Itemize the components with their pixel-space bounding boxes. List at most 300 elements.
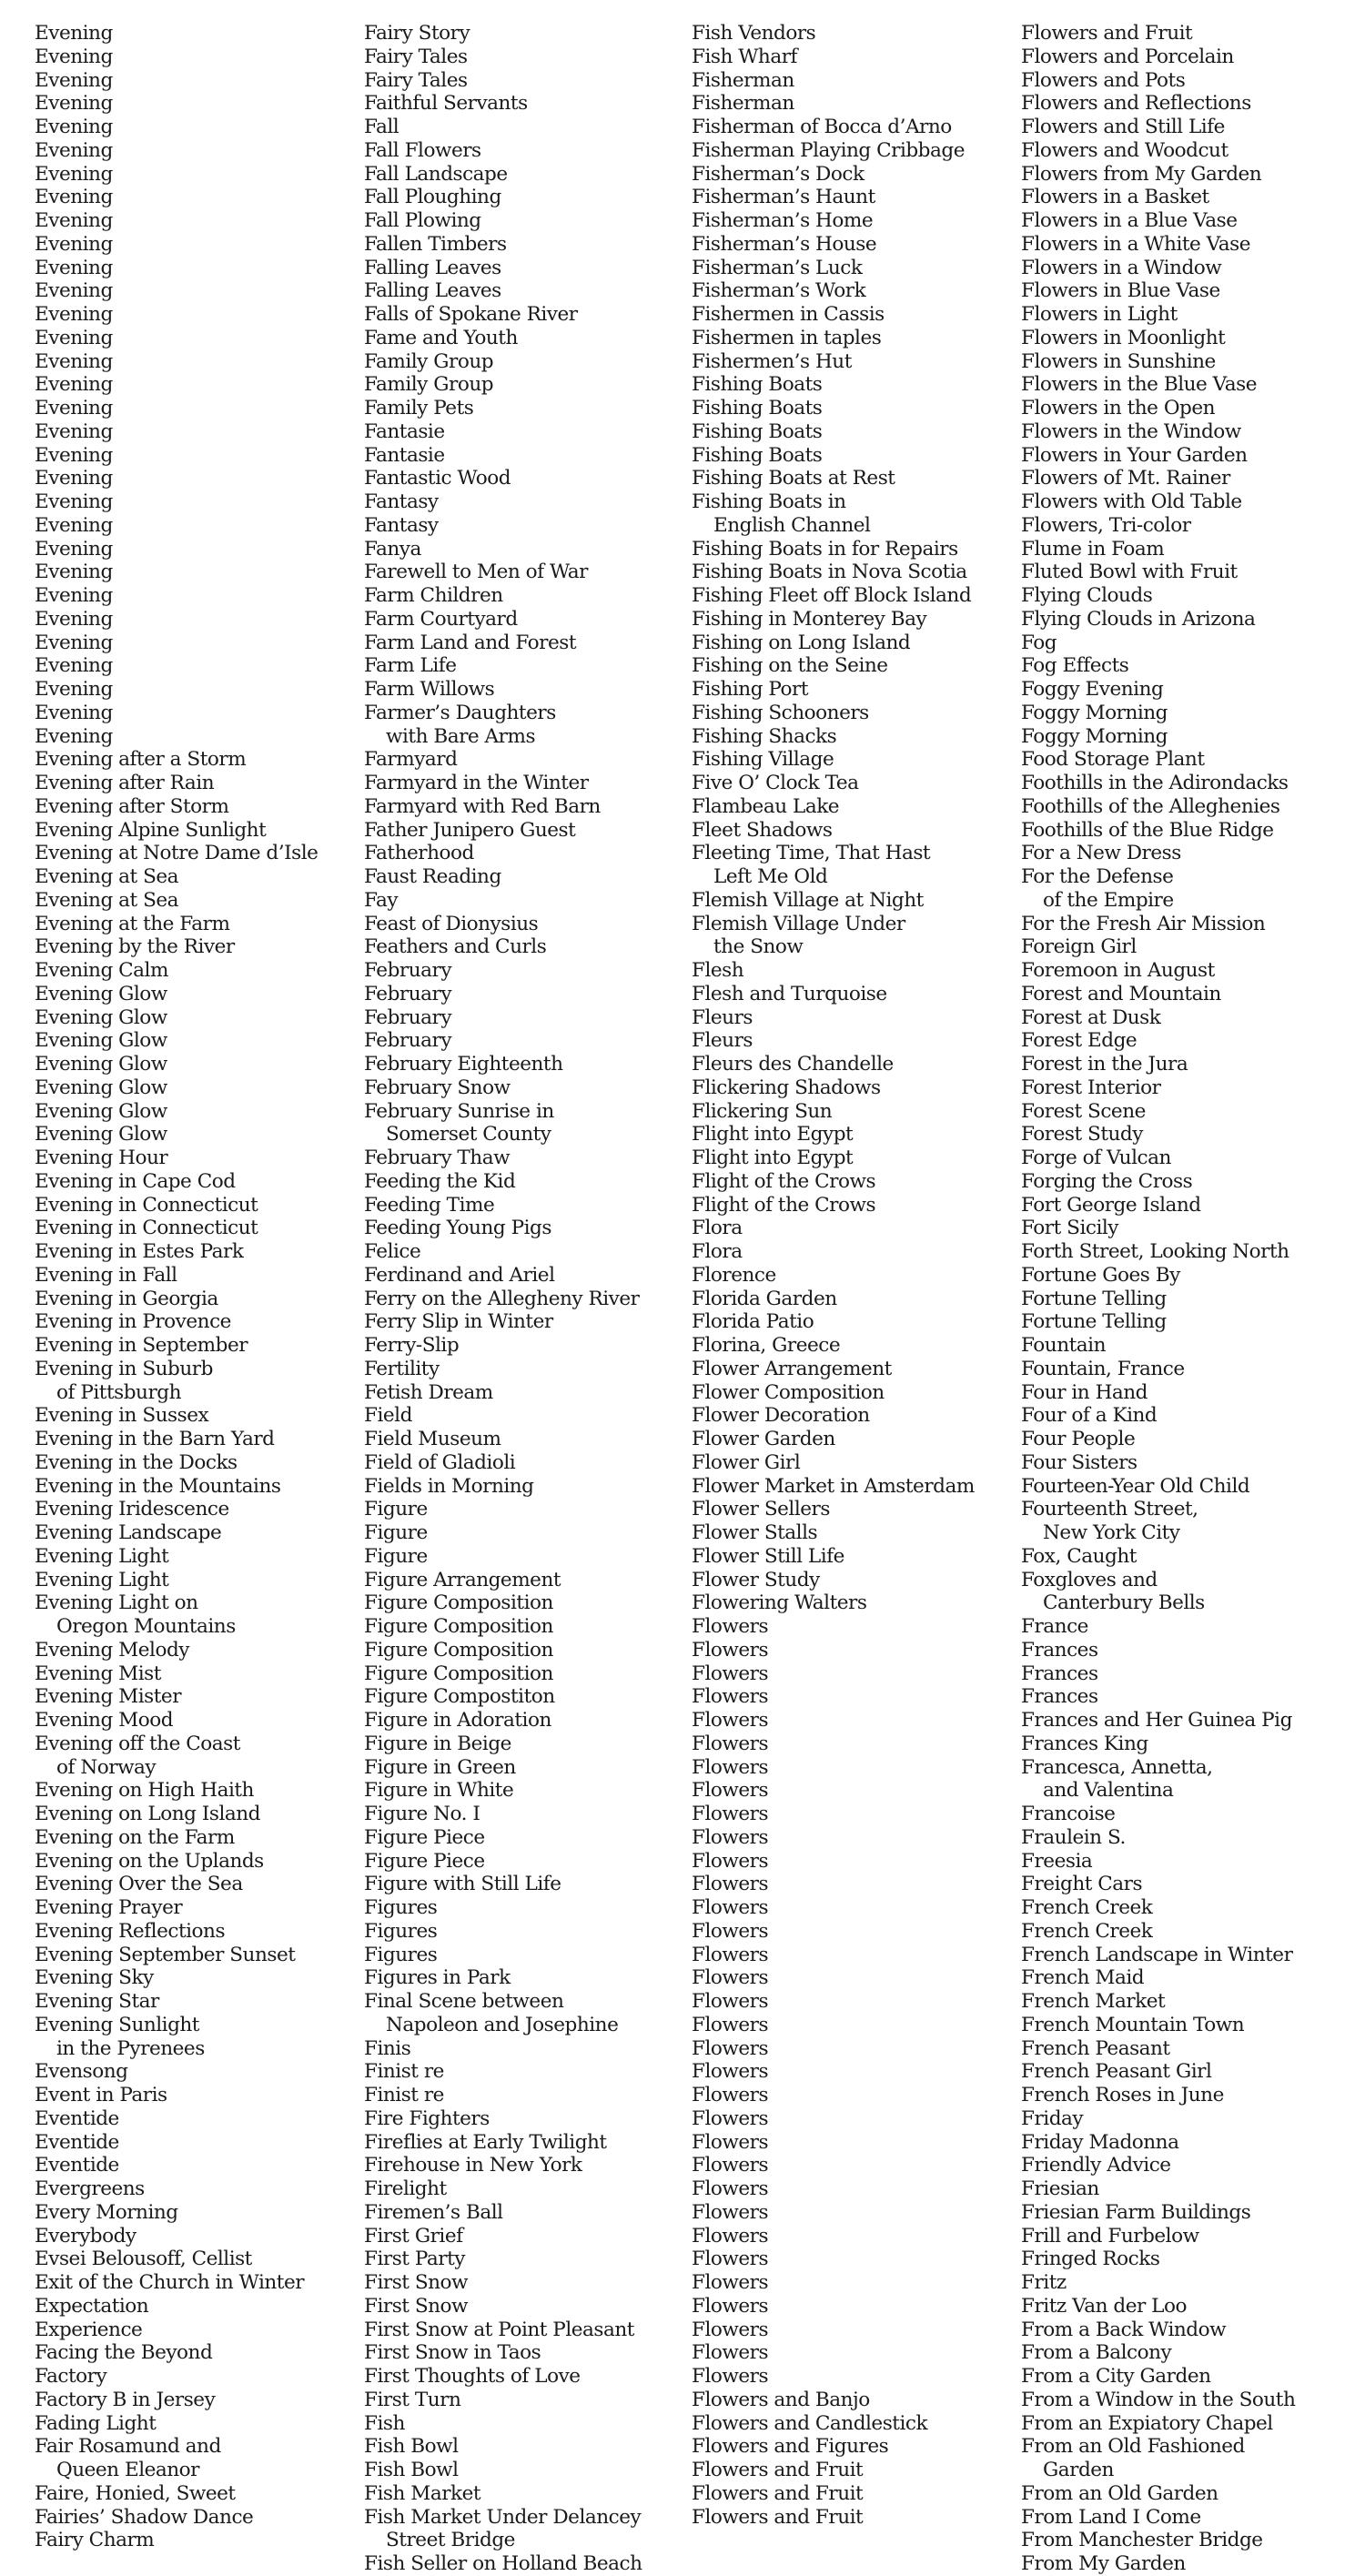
title-entry: Fall Ploughing (364, 186, 501, 209)
title-entry-continuation: of Pittsburgh (56, 1380, 182, 1404)
title-entry: Firehouse in New York (364, 2154, 582, 2177)
title-entry: Fantasy (364, 490, 439, 513)
title-entry: Fish (364, 2411, 405, 2435)
title-entry: Evening (35, 584, 113, 607)
title-entry: Flower Market in Amsterdam (692, 1474, 975, 1498)
title-entry: Fraulein S. (1021, 1825, 1126, 1849)
title-entry: Fertility (364, 1357, 440, 1380)
title-entry: Fleeting Time, That Hast (692, 842, 931, 865)
title-entry: Evsei Belousoff, Cellist (35, 2248, 252, 2271)
title-entry: Fishing Fleet off Block Island (692, 584, 972, 607)
title-entry: Flowers and Porcelain (1021, 45, 1234, 68)
title-entry: Fishing Shacks (692, 724, 837, 748)
title-entry: February (364, 1029, 452, 1053)
title-entry: Flowers (692, 2200, 769, 2224)
title-entry: Event in Paris (35, 2084, 167, 2106)
title-entry: Field of Gladioli (364, 1450, 516, 1474)
title-entry: Figure in Beige (364, 1732, 511, 1755)
title-entry: Evening (35, 162, 113, 186)
title-entry: First Party (364, 2248, 465, 2271)
title-entry: Foothills of the Alleghenies (1021, 794, 1280, 818)
title-entry: Friday Madonna (1021, 2130, 1179, 2154)
title-entry: Foremoon in August (1021, 959, 1215, 982)
title-entry: Family Group (364, 373, 494, 397)
title-entry: Fantasie (364, 419, 445, 443)
title-entry: Flower Study (692, 1568, 820, 1591)
title-entry: Flower Arrangement (692, 1357, 892, 1380)
title-entry: Fairy Tales (364, 45, 468, 68)
title-entry: Evening on the Uplands (35, 1849, 264, 1873)
title-entry: February Snow (364, 1076, 511, 1099)
title-entry: Flower Garden (692, 1428, 835, 1450)
title-entry: Evening Star (35, 1990, 159, 2013)
title-entry: February (364, 1005, 452, 1029)
title-entry: Flowers (692, 1755, 769, 1779)
title-entry: Forest in the Jura (1021, 1053, 1188, 1076)
title-entry: Figure Composition (364, 1591, 553, 1615)
title-entry: Flowers (692, 1803, 769, 1825)
title-entry: Flowers in a Blue Vase (1021, 209, 1238, 232)
title-column-2 (364, 22, 692, 2576)
title-entry: Fish Bowl (364, 2459, 459, 2481)
title-entry: Every Morning (35, 2200, 178, 2224)
title-entry: Evening Light on (35, 1591, 198, 1615)
title-entry: Foggy Evening (1021, 678, 1164, 701)
title-entry: Figure Piece (364, 1849, 485, 1873)
title-entry: Figures in Park (364, 1966, 511, 1990)
title-entry: Evening Glow (35, 1053, 167, 1076)
title-entry: Evening Reflections (35, 1919, 226, 1943)
title-entry: Fisherman Playing Cribbage (692, 138, 965, 162)
title-entry: Evening in Suburb (35, 1357, 213, 1380)
title-entry: Farm Courtyard (364, 607, 518, 631)
title-entry: First Snow (364, 2271, 469, 2294)
title-entry: Frances (1021, 1662, 1098, 1685)
title-entry: Fall Landscape (364, 162, 508, 186)
title-entry: Fire Fighters (364, 2106, 490, 2130)
title-entry: For a New Dress (1021, 842, 1181, 865)
title-entry: For the Fresh Air Mission (1021, 912, 1266, 935)
title-entry: Flowers (692, 1849, 769, 1873)
title-entry: Evening (35, 490, 113, 513)
title-entry: Flambeau Lake (692, 794, 840, 818)
title-entry: Fisherman’s Home (692, 209, 874, 232)
title-entry: Evening at Sea (35, 865, 179, 888)
title-entry-continuation: in the Pyrenees (56, 2036, 205, 2060)
title-entry: Evening (35, 326, 113, 349)
title-entry: Fay (364, 888, 399, 912)
title-entry: Flower Sellers (692, 1498, 830, 1521)
title-entry: Frances (1021, 1685, 1098, 1709)
title-entry: From a Window in the South (1021, 2388, 1296, 2411)
title-entry: Figure Composition (364, 1615, 553, 1638)
title-entry: Falling Leaves (364, 279, 501, 303)
title-entry: Foothills of the Blue Ridge (1021, 818, 1274, 842)
title-entry: Flowers (692, 1638, 769, 1662)
title-entry: Fortune Goes By (1021, 1263, 1180, 1287)
title-entry: Foggy Morning (1021, 701, 1168, 724)
title-entry: Flora (692, 1217, 743, 1240)
title-entry: Fishing Port (692, 678, 809, 701)
title-entry: Flowers (692, 2294, 769, 2318)
title-entry: Forging the Cross (1021, 1169, 1193, 1193)
title-entry: Farmyard in the Winter (364, 772, 589, 794)
title-entry: Evening (35, 397, 113, 419)
title-entry: Evening (35, 561, 113, 584)
title-entry: Fountain, France (1021, 1357, 1185, 1380)
title-entry-continuation: with Bare Arms (386, 724, 536, 748)
title-entry: Finist re (364, 2084, 444, 2106)
title-entry: Evening Calm (35, 959, 168, 982)
title-entry: Evening (35, 45, 113, 68)
title-entry: Flowers in a Basket (1021, 186, 1209, 209)
title-entry: Evening (35, 279, 113, 303)
title-entry: Field Museum (364, 1428, 501, 1450)
title-entry: Four in Hand (1021, 1380, 1148, 1404)
title-entry: Fort Sicily (1021, 1217, 1118, 1240)
title-entry: Evening in September (35, 1334, 248, 1357)
title-entry: Flowers (692, 1825, 769, 1849)
title-entry: Final Scene between (364, 1990, 564, 2013)
title-entry: February Eighteenth (364, 1053, 563, 1076)
title-entry: Fishing on Long Island (692, 631, 911, 654)
title-entry: Freesia (1021, 1849, 1093, 1873)
title-entry: Forest Study (1021, 1123, 1143, 1147)
title-entry: Foggy Morning (1021, 724, 1168, 748)
title-entry: Foxgloves and (1021, 1568, 1158, 1591)
title-entry: Evergreens (35, 2177, 145, 2200)
title-entry: Figure in White (364, 1779, 514, 1803)
title-column-4 (1021, 22, 1347, 2576)
title-entry: Flowers (692, 2036, 769, 2060)
title-entry: Flowers in a Window (1021, 256, 1222, 279)
title-entry: Flemish Village at Night (692, 888, 924, 912)
title-entry: Evening (35, 349, 113, 373)
title-entry: Flowers and Banjo (692, 2388, 870, 2411)
title-entry: From a Back Window (1021, 2318, 1227, 2341)
title-entry-continuation: of Norway (56, 1755, 157, 1779)
title-entry: From an Expiatory Chapel (1021, 2411, 1273, 2435)
title-entry: Fantasie (364, 443, 445, 467)
title-entry: From an Old Fashioned (1021, 2435, 1245, 2459)
title-entry: Evening September Sunset (35, 1943, 296, 1966)
title-entry: Flesh (692, 959, 744, 982)
title-entry: Flowers (692, 2177, 769, 2200)
title-column-1 (35, 22, 364, 2552)
title-entry: Evening in Fall (35, 1263, 177, 1287)
title-entry-continuation: and Valentina (1043, 1779, 1174, 1803)
title-entry: Evening Glow (35, 1099, 167, 1123)
title-entry: Francoise (1021, 1803, 1116, 1825)
title-entry: Flowers and Candlestick (692, 2411, 928, 2435)
title-entry: Figure Arrangement (364, 1568, 561, 1591)
title-entry-continuation: Oregon Mountains (56, 1615, 236, 1638)
title-entry: Evening Glow (35, 1076, 167, 1099)
title-entry: Evening (35, 116, 113, 138)
title-entry: Fishermen in taples (692, 326, 882, 349)
title-entry: February (364, 959, 452, 982)
title-entry: Food Storage Plant (1021, 748, 1205, 772)
title-entry: Flickering Sun (692, 1099, 833, 1123)
title-entry: Evening (35, 701, 113, 724)
title-entry: Fort George Island (1021, 1193, 1201, 1217)
title-entry: Eventide (35, 2154, 119, 2177)
title-entry: Evening (35, 678, 113, 701)
title-entry: Evening Hour (35, 1147, 168, 1169)
title-entry: Flowers and Figures (692, 2435, 889, 2459)
title-entry: Flowers in Blue Vase (1021, 279, 1220, 303)
title-entry: Flowers (692, 2341, 769, 2365)
title-entry: Flowers in the Open (1021, 397, 1216, 419)
title-entry: Figure with Still Life (364, 1873, 561, 1896)
title-entry: Evening after Rain (35, 772, 215, 794)
title-entry: From Land I Come (1021, 2505, 1201, 2529)
title-entry: Figure (364, 1498, 428, 1521)
title-entry: Fairy Charm (35, 2529, 155, 2552)
title-entry: Florida Garden (692, 1287, 837, 1310)
title-entry: Evening (35, 68, 113, 92)
title-entry: Evening (35, 607, 113, 631)
title-entry: Forth Street, Looking North (1021, 1240, 1289, 1263)
title-entry: Flowers in the Window (1021, 419, 1241, 443)
title-entry: Evening Melody (35, 1638, 189, 1662)
title-entry: Evening by the River (35, 935, 235, 959)
title-entry: Evening Light (35, 1568, 169, 1591)
title-entry: Friesian Farm Buildings (1021, 2200, 1251, 2224)
title-entry: Evening on High Haith (35, 1779, 254, 1803)
title-entry: Evening on Long Island (35, 1803, 260, 1825)
title-entry: Fritz Van der Loo (1021, 2294, 1188, 2318)
title-entry: Farmyard with Red Barn (364, 794, 601, 818)
title-entry: Evening at Notre Dame d’Isle (35, 842, 318, 865)
title-entry: Faithful Servants (364, 92, 528, 116)
title-entry: Flowers in the Blue Vase (1021, 373, 1257, 397)
title-entry: Fish Seller on Holland Beach (364, 2552, 642, 2575)
title-entry: Fleet Shadows (692, 818, 833, 842)
title-entry: Francesca, Annetta, (1021, 1755, 1213, 1779)
title-entry: Figure (364, 1544, 428, 1568)
title-entry: Evening (35, 467, 113, 490)
title-entry: Evening Mister (35, 1685, 182, 1709)
title-entry: Flesh and Turquoise (692, 982, 887, 1005)
title-entry: Fleurs des Chandelle (692, 1053, 894, 1076)
title-entry: Fishing Boats (692, 443, 823, 467)
title-entry: First Snow at Point Pleasant (364, 2318, 634, 2341)
title-entry: Flowers (692, 2365, 769, 2388)
title-entry: Evening in Connecticut (35, 1193, 258, 1217)
title-entry: Fisherman’s House (692, 232, 877, 256)
title-entry: Finis (364, 2036, 411, 2060)
title-entry: Evening (35, 92, 113, 116)
title-entry: Fritz (1021, 2271, 1067, 2294)
title-entry: Flowers (692, 2318, 769, 2341)
title-entry: Flowers (692, 2154, 769, 2177)
title-entry: Fishermen’s Hut (692, 349, 852, 373)
title-entry: Fringed Rocks (1021, 2248, 1160, 2271)
title-entry: Fisherman (692, 68, 794, 92)
title-entry-continuation: Napoleon and Josephine (386, 2013, 619, 2036)
title-entry: Ferry-Slip (364, 1334, 460, 1357)
title-entry: Falls of Spokane River (364, 303, 578, 326)
title-entry: Evening after Storm (35, 794, 229, 818)
title-entry: Fountain (1021, 1334, 1106, 1357)
title-entry: Faire, Honied, Sweet (35, 2481, 236, 2505)
title-entry: Evening (35, 513, 113, 537)
title-entry: French Creek (1021, 1896, 1153, 1919)
title-entry: Firemen’s Ball (364, 2200, 503, 2224)
title-entry: Fisherman’s Work (692, 279, 866, 303)
title-entry: Flowers and Pots (1021, 68, 1186, 92)
title-entry: Flowers (692, 1990, 769, 2013)
title-entry: Flowers (692, 1943, 769, 1966)
title-entry: Figure Piece (364, 1825, 485, 1849)
title-entry: Evening at Sea (35, 888, 179, 912)
title-entry: Feeding Time (364, 1193, 495, 1217)
title-entry: Fantastic Wood (364, 467, 511, 490)
title-entry: Flowers from My Garden (1021, 162, 1262, 186)
title-entry-continuation: English Channel (713, 513, 871, 537)
title-entry: Fishing Boats in for Repairs (692, 537, 958, 561)
title-entry: Flower Stalls (692, 1521, 818, 1544)
title-entry: Flowering Walters (692, 1591, 867, 1615)
title-entry: Evening in Sussex (35, 1404, 209, 1428)
title-entry: Fading Light (35, 2411, 157, 2435)
title-entry: Flowers (692, 1919, 769, 1943)
title-entry: First Turn (364, 2388, 461, 2411)
title-entry: Family Group (364, 349, 494, 373)
title-entry: Evening (35, 724, 113, 748)
title-entry: Father Junipero Guest (364, 818, 576, 842)
title-entry: French Maid (1021, 1966, 1145, 1990)
title-entry: Fog Effects (1021, 654, 1129, 678)
title-entry: Flight into Egypt (692, 1147, 854, 1169)
title-entry: Evening at the Farm (35, 912, 230, 935)
title-entry: Forest Interior (1021, 1076, 1161, 1099)
title-entry: Facing the Beyond (35, 2341, 213, 2365)
title-entry: Friendly Advice (1021, 2154, 1171, 2177)
title-entry: First Grief (364, 2224, 463, 2248)
title-entry-continuation: New York City (1043, 1521, 1180, 1544)
title-entry: February (364, 982, 452, 1005)
title-entry: Fish Market Under Delancey (364, 2505, 642, 2529)
title-entry: Frill and Furbelow (1021, 2224, 1199, 2248)
title-entry: Evening Over the Sea (35, 1873, 243, 1896)
title-entry: Farm Life (364, 654, 457, 678)
title-entry: Farewell to Men of War (364, 561, 589, 584)
title-entry: Flowers (692, 2013, 769, 2036)
title-entry: Flume in Foam (1021, 537, 1165, 561)
title-entry: Florida Patio (692, 1310, 814, 1334)
title-entry: Evening after a Storm (35, 748, 247, 772)
title-entry: Evening (35, 232, 113, 256)
title-entry: Ferry Slip in Winter (364, 1310, 553, 1334)
title-entry: Flower Decoration (692, 1404, 870, 1428)
title-entry: Figures (364, 1943, 438, 1966)
title-entry: Fireflies at Early Twilight (364, 2130, 607, 2154)
title-entry-continuation: Garden (1043, 2459, 1114, 2481)
title-entry: Fourteen-Year Old Child (1021, 1474, 1250, 1498)
title-entry: Flowers (692, 1662, 769, 1685)
title-entry: Fetish Dream (364, 1380, 493, 1404)
title-entry: Foothills in the Adirondacks (1021, 772, 1289, 794)
title-entry: Flowers and Woodcut (1021, 138, 1228, 162)
title-entry: Flight of the Crows (692, 1169, 876, 1193)
title-entry: Friday (1021, 2106, 1084, 2130)
title-entry: Florina, Greece (692, 1334, 841, 1357)
title-entry-continuation: Street Bridge (386, 2529, 515, 2552)
title-entry: French Peasant (1021, 2036, 1170, 2060)
title-entry: Feeding the Kid (364, 1169, 516, 1193)
title-entry: Fourteenth Street, (1021, 1498, 1198, 1521)
title-entry: Fox, Caught (1021, 1544, 1137, 1568)
title-entry: Fish Bowl (364, 2435, 459, 2459)
title-entry: Fish Vendors (692, 22, 816, 45)
title-entry: Evening (35, 631, 113, 654)
title-entry: Evening (35, 22, 113, 45)
title-entry: Ferdinand and Ariel (364, 1263, 555, 1287)
title-entry: Fishing Boats (692, 419, 823, 443)
title-entry: Fishermen in Cassis (692, 303, 885, 326)
title-entry: Farm Children (364, 584, 503, 607)
title-entry: Fortune Telling (1021, 1287, 1167, 1310)
title-entry: Forest Edge (1021, 1029, 1138, 1053)
title-entry: Figure (364, 1521, 428, 1544)
title-entry: Figure No. I (364, 1803, 480, 1825)
title-entry: Flowers (692, 2106, 769, 2130)
title-entry: Farmer’s Daughters (364, 701, 556, 724)
title-entry: Evening in the Barn Yard (35, 1428, 275, 1450)
title-entry: Flowers (692, 1732, 769, 1755)
title-entry-continuation: Canterbury Bells (1043, 1591, 1205, 1615)
title-entry: Evening (35, 654, 113, 678)
title-entry: Fields in Morning (364, 1474, 534, 1498)
title-entry: Flower Still Life (692, 1544, 844, 1568)
title-entry: Flowers and Reflections (1021, 92, 1251, 116)
title-entry: Flickering Shadows (692, 1076, 881, 1099)
title-entry: Figures (364, 1919, 438, 1943)
title-entry: Expectation (35, 2294, 149, 2318)
title-entry: First Snow (364, 2294, 469, 2318)
title-entry: February Thaw (364, 1147, 511, 1169)
title-entry: Flowers and Fruit (692, 2505, 864, 2529)
title-entry: Flying Clouds in Arizona (1021, 607, 1256, 631)
title-entry: Flowers with Old Table (1021, 490, 1242, 513)
title-entry: Fall (364, 116, 399, 138)
title-entry: Evening (35, 303, 113, 326)
title-entry: Fish Market (364, 2481, 481, 2505)
title-entry: French Mountain Town (1021, 2013, 1245, 2036)
title-entry: Evening Mist (35, 1662, 161, 1685)
title-entry: Evening Sky (35, 1966, 154, 1990)
title-entry: Fishing on the Seine (692, 654, 888, 678)
title-entry: Fall Flowers (364, 138, 481, 162)
title-entry: Everybody (35, 2224, 136, 2248)
title-entry: Flowers (692, 1615, 769, 1638)
title-entry: Fisherman’s Haunt (692, 186, 875, 209)
title-entry-continuation: Somerset County (386, 1123, 551, 1147)
title-column-3 (692, 22, 1021, 2529)
title-entry: From a Balcony (1021, 2341, 1172, 2365)
title-entry-continuation: of the Empire (1043, 888, 1174, 912)
title-entry: Frances (1021, 1638, 1098, 1662)
title-entry: Evening (35, 209, 113, 232)
title-entry: Flowers in Sunshine (1021, 349, 1216, 373)
title-entry: Flowers (692, 1709, 769, 1732)
title-entry: Figures (364, 1896, 438, 1919)
title-entry: Fishing in Monterey Bay (692, 607, 927, 631)
title-entry: France (1021, 1615, 1088, 1638)
title-entry: Flowers (692, 2224, 769, 2248)
